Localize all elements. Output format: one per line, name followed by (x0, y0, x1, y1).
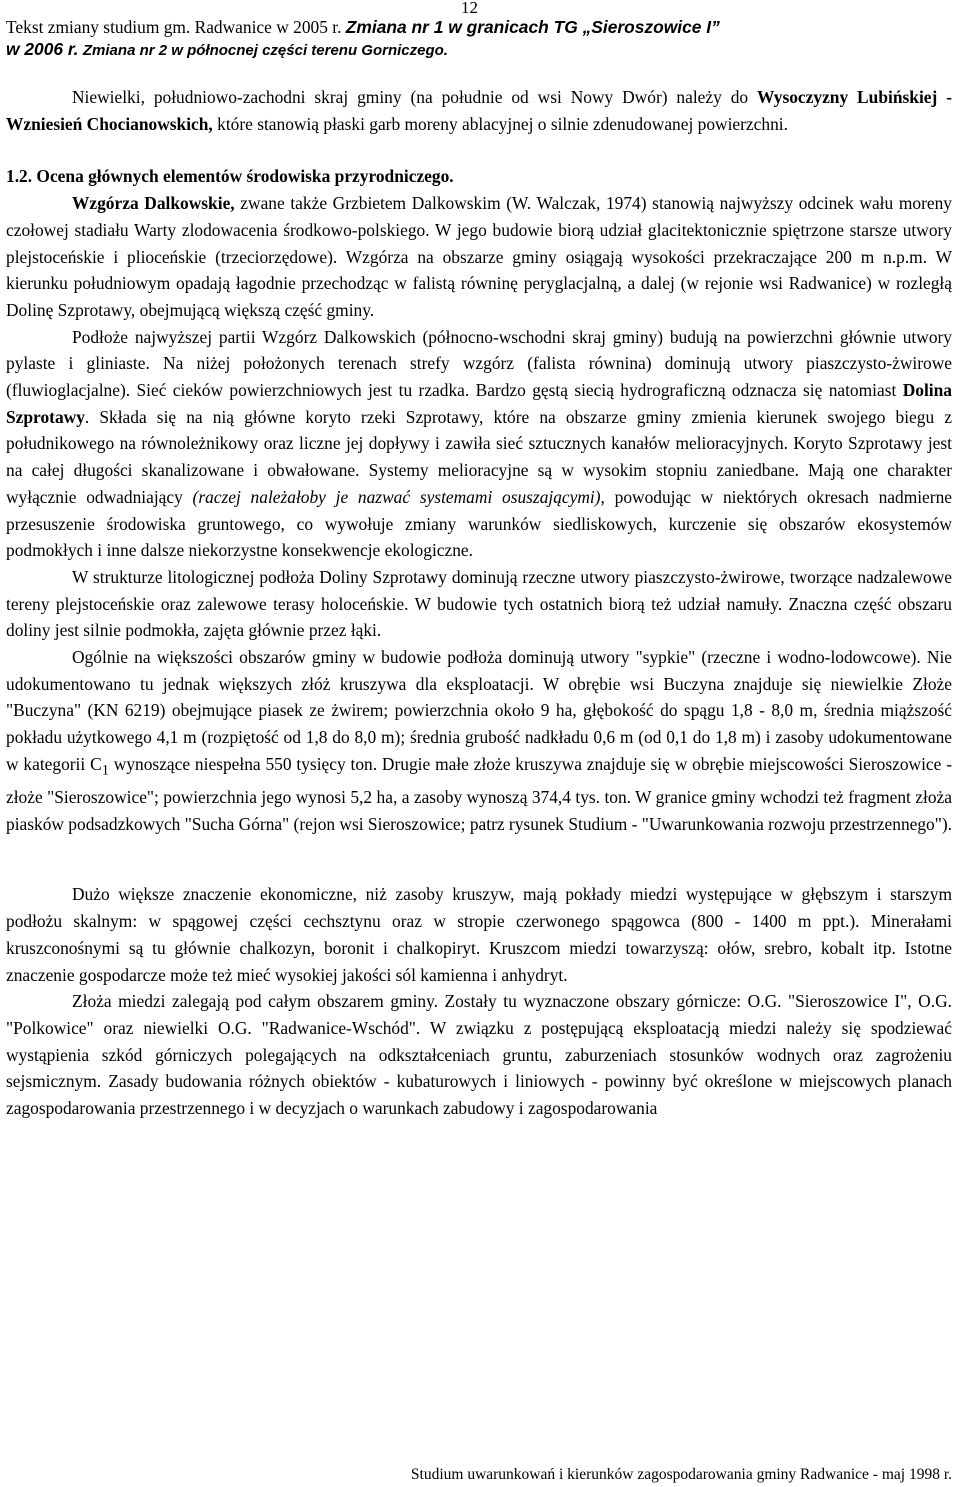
text-run: zwane także Grzbietem Dalkowskim (W. Walczak, 1974) stanowią najwyższy odcinek wału moreny czołowej stadiału Warty zlodowacenia środkowo-polskiego. W jego budowie biorą udział glacitektonicznie spiętrzone starsze utwory plejstoceńskie i plioceńskie (trzeciorzędowe). Wzgórza na obszarze gminy osiągają wysokości przekraczające 200 m n.p.m. W kierunku południowym opadają łagodnie przechodząc w falistą równinę peryglacjalną, a dalej (w rejonie wsi Radwanice) w rozległą Dolinę Szprotawy, obejmującą większą część gminy. (6, 193, 952, 320)
section-heading: 1.2. Ocena głównych elementów środowiska przyrodniczego. (6, 166, 454, 187)
paragraph-wzgorza (6, 190, 952, 324)
page-number: 12 (461, 0, 478, 17)
header-amendment-2: Zmiana nr 2 w północnej części terenu Gorniczego. (82, 42, 448, 59)
italic-remark: (raczej należałoby je nazwać systemami osuszającymi), (192, 486, 605, 507)
bold-term-wysoczyzna: Wysoczyzny Lubińskiej - Wzniesień Chocianowskich, (6, 87, 952, 134)
text-run: wynoszące niespełna 550 tysięcy ton. Drugie małe złoże kruszywa znajduje się w obrębie miejscowości Sieroszowice - złoże "Sieroszowice"; powierzchnia jego wynosi 5,2 ha, a zasoby wynoszą 374,4 tys. ton. W granice gminy wchodzi też fragment złoża piasków podsadzkowych "Sucha Górna" (rejon wsi Sieroszowice; patrz rysunek Studium - "Uwarunkowania rozwoju przestrzennego"). (6, 753, 952, 834)
header-line-1 (6, 16, 946, 38)
text-run: Niewielki, południowo-zachodni skraj gminy (na południe od wsi Nowy Dwór) należy do (72, 87, 758, 107)
paragraph-miedz: Dużo większe znaczenie ekonomiczne, niż zasoby kruszyw, mają pokłady miedzi występujące w głębszym i starszym podłożu skalnym: w spągowej części cechsztynu oraz w stropie czerwonego spągowca (800 - 1400 m ppt.). Minerałami kruszconośnymi są tu głównie chalkozyn, boronit i chalkopiryt. Kruszcom miedzi towarzyszą: ołów, srebro, kobalt itp. Istotne znaczenie gospodarcze może też mieć wysokiej jakości sól kamienna i anhydryt. (6, 884, 952, 985)
text-run: powodując w niektórych okresach nadmierne przesuszenie środowiska gruntowego, co wywołuje zmiany warunków siedliskowych, kurczenie się obszarów ekosystemów podmokłych i inne dalsze niekorzystne konsekwencje ekologiczne. (6, 486, 952, 561)
document-body (6, 84, 952, 1122)
header-amendment-1: Zmiana nr 1 w granicach TG „Sieroszowice I” (345, 17, 720, 37)
page-footer: Studium uwarunkowań i kierunków zagospodarowania gminy Radwanice - maj 1998 r. (410, 1466, 952, 1483)
header-line-2 (6, 38, 946, 62)
paragraph-kruszywa (6, 644, 952, 837)
subscript: 1 (101, 762, 109, 779)
bold-term-wzgorza: Wzgórza Dalkowskie, (72, 193, 235, 214)
paragraph-podloze (6, 324, 952, 564)
spacer (6, 137, 952, 163)
text-run: które stanowią płaski garb moreny ablacyjnej o silnie zdenudowanej powierzchni. (212, 113, 788, 134)
text-run: . Składa się na nią główne koryto rzeki Szprotawy, które na obszarze gminy zmienia kierunek swojego biegu z południkowego na równoleżnikowy oraz liczne jej dopływy i zawiła sieć sztucznych kanałów melioracyjnych. Koryto Szprotawy jest na całej długości skanalizowane i obwałowane. Systemy melioracyjne są w wysokim stopniu zaniedbane. Mają one charakter wyłącznie odwadniający (6, 406, 952, 507)
spacer (6, 837, 952, 881)
text-run: Ogólnie na większości obszarów gminy w budowie podłoża dominują utwory "sypkie" (rzeczne i wodno-lodowcowe). Nie udokumentowano tu jednak większych złóż kruszywa dla eksploatacji. W obrębie wsi Buczyna znajduje się niewielkie Złoże "Buczyna" (KN 6219) obejmujące piasek ze żwirem; powierzchnia około 9 ha, głębokość do spągu 1,8 - 8,0 m, średnia miąższość pokładu użytkowego 4,1 m (rozpiętość od 1,8 do 8,0 m); średnia grubość nadkładu 0,6 m (od 0,1 do 1,8 m) i zasoby udokumentowane w kategorii C (6, 647, 952, 774)
paragraph-wysoczyzna (6, 84, 952, 137)
header-year-2006: w 2006 r. (6, 39, 79, 59)
paragraph-zloza-miedzi: Złoża miedzi zalegają pod całym obszarem gminy. Zostały tu wyznaczone obszary górnicze: O.G. "Sieroszowice I", O.G. "Polkowice" oraz niewielki O.G. "Radwanice-Wschód". W związku z postępującą eksploatacją miedzi należy się spodziewać wystąpienia szkód górniczych polegających na odkształceniach gruntu, zaburzeniach stosunków wodnych oraz zagrożeniu sejsmicznym. Zasady budowania różnych obiektów - kubaturowych i liniowych - powinny być określone w miejscowych planach zagospodarowania przestrzennego i w decyzjach o warunkach zabudowy i zagospodarowania (6, 991, 952, 1119)
header-line-1-text: Tekst zmiany studium gm. Radwanice w 2005 r. (6, 17, 342, 37)
text-run: Podłoże najwyższej partii Wzgórz Dalkowskich (północno-wschodni skraj gminy) budują na powierzchni głównie utwory pylaste i gliniaste. Na niżej położonych terenach strefy wzgórz (falista równina) dominują utwory piaszczysto-żwirowe (fluwioglacjalne). Sieć cieków powierzchniowych jest tu rzadka. Bardzo gęstą siecią hydrograficzną odznacza się natomiast (6, 326, 952, 401)
bold-term-dolina: Dolina Szprotawy (6, 380, 952, 427)
page-header (6, 16, 946, 62)
paragraph-struktura: W strukturze litologicznej podłoża Doliny Szprotawy dominują rzeczne utwory piaszczysto-żwirowe, tworzące nadzalewowe tereny plejstoceńskie oraz zalewowe terasy holoceńskie. W budowie tych ostatnich biorą też udział namuły. Znaczna część obszaru doliny jest silnie podmokła, zajęta głównie przez łąki. (6, 566, 952, 641)
